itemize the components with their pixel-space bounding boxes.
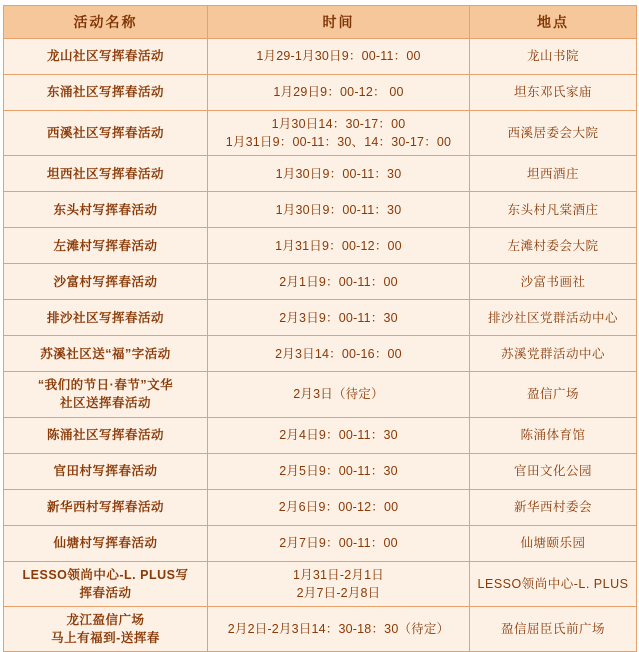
table-row [4, 561, 637, 606]
cell-activity-place-line: 盈信广场 [526, 387, 579, 402]
cell-activity-name-line: 排沙社区写挥春活动 [46, 310, 164, 325]
cell-activity-time [208, 606, 470, 651]
cell-activity-place [470, 111, 637, 156]
table-body [4, 39, 637, 652]
cell-activity-name-line: 苏溪社区送“福”字活动 [40, 346, 171, 361]
cell-activity-place [470, 75, 637, 111]
cell-activity-time [208, 489, 470, 525]
column-header-time: 时间 [208, 6, 470, 39]
cell-activity-time [208, 453, 470, 489]
cell-activity-place [470, 228, 637, 264]
cell-activity-place [470, 264, 637, 300]
table-row [4, 156, 637, 192]
cell-activity-time-line: 2月2日-2月3日14：30-18：30（待定） [227, 621, 450, 636]
table-row [4, 300, 637, 336]
cell-activity-time [208, 372, 470, 417]
cell-activity-place-line: 坦西酒庄 [526, 166, 579, 181]
cell-activity-place-line: 新华西村委会 [513, 499, 592, 514]
table-row [4, 111, 637, 156]
cell-activity-name [4, 156, 208, 192]
table-row [4, 417, 637, 453]
cell-activity-name [4, 489, 208, 525]
cell-activity-time [208, 156, 470, 192]
cell-activity-time-line: 1月31日9：00-11：30、14：30-17：00 [225, 135, 452, 150]
cell-activity-name-line: 仙塘村写挥春活动 [53, 535, 158, 550]
cell-activity-time-line: 2月3日14：00-16：00 [275, 346, 402, 361]
cell-activity-time-line: 1月29日9：00-12： 00 [273, 85, 404, 100]
cell-activity-place-line: 陈涌体育馆 [520, 427, 586, 442]
cell-activity-time-line: 1月30日9：00-11：30 [275, 166, 402, 181]
cell-activity-time [208, 192, 470, 228]
cell-activity-name-line: 东涌社区写挥春活动 [46, 85, 164, 100]
cell-activity-time-line: 1月31日9：00-12：00 [275, 238, 402, 253]
cell-activity-name-line: 龙江盈信广场 [66, 612, 145, 627]
cell-activity-name [4, 111, 208, 156]
table-row [4, 525, 637, 561]
table-header [4, 6, 637, 39]
cell-activity-time [208, 561, 470, 606]
cell-activity-name [4, 336, 208, 372]
table-row [4, 453, 637, 489]
cell-activity-name-line: 东头村写挥春活动 [53, 202, 158, 217]
cell-activity-name-line: 社区送挥春活动 [59, 396, 151, 411]
cell-activity-name-line: 陈涌社区写挥春活动 [46, 427, 164, 442]
cell-activity-place-line: 东头村凡棠酒庄 [507, 202, 599, 217]
cell-activity-time-line: 2月4日9：00-11：30 [279, 427, 398, 442]
table-row [4, 228, 637, 264]
cell-activity-name [4, 525, 208, 561]
cell-activity-name [4, 300, 208, 336]
cell-activity-time [208, 75, 470, 111]
cell-activity-time [208, 300, 470, 336]
cell-activity-name-line: 挥春活动 [79, 585, 132, 600]
table-row [4, 264, 637, 300]
cell-activity-time [208, 417, 470, 453]
cell-activity-place-line: 龙山书院 [526, 49, 579, 64]
cell-activity-name [4, 75, 208, 111]
cell-activity-name-line: 西溪社区写挥春活动 [46, 126, 164, 141]
cell-activity-name-line: 官田村写挥春活动 [53, 463, 158, 478]
column-header-place: 地点 [470, 6, 637, 39]
table-row [4, 336, 637, 372]
table-row [4, 606, 637, 651]
cell-activity-place-line: 排沙社区党群活动中心 [487, 310, 618, 325]
column-header-name: 活动名称 [4, 6, 208, 39]
cell-activity-place [470, 453, 637, 489]
cell-activity-time [208, 111, 470, 156]
cell-activity-name [4, 606, 208, 651]
cell-activity-time-line: 1月30日14：30-17：00 [271, 117, 406, 131]
cell-activity-place-line: 坦东邓氏家庙 [513, 85, 592, 100]
cell-activity-time-line: 2月7日-2月8日 [296, 585, 381, 600]
cell-activity-time-line: 2月3日（待定） [293, 387, 384, 402]
cell-activity-name [4, 561, 208, 606]
table-row [4, 192, 637, 228]
cell-activity-name [4, 39, 208, 75]
cell-activity-time-line: 2月1日9：00-11：00 [279, 274, 398, 289]
cell-activity-name [4, 192, 208, 228]
cell-activity-place-line: LESSO领尚中心-L. PLUS [477, 576, 629, 591]
cell-activity-place-line: 仙塘颐乐园 [520, 535, 586, 550]
cell-activity-time-line: 2月6日9：00-12：00 [278, 499, 399, 514]
table-row [4, 39, 637, 75]
cell-activity-place [470, 336, 637, 372]
table-row [4, 372, 637, 417]
cell-activity-place [470, 525, 637, 561]
cell-activity-name [4, 228, 208, 264]
table-row [4, 75, 637, 111]
cell-activity-place-line: 左滩村委会大院 [507, 238, 599, 253]
cell-activity-time-line: 1月31日-2月1日 [293, 567, 384, 582]
cell-activity-name-line: LESSO领尚中心-L. PLUS写 [22, 567, 189, 582]
cell-activity-time [208, 264, 470, 300]
cell-activity-place-line: 盈信屈臣氏前广场 [500, 621, 605, 636]
cell-activity-name-line: “我们的节日·春节”文华 [37, 378, 174, 393]
cell-activity-place [470, 300, 637, 336]
activity-schedule-sheet [0, 5, 639, 651]
cell-activity-place-line: 沙富书画社 [520, 274, 586, 289]
cell-activity-time [208, 39, 470, 75]
cell-activity-name [4, 372, 208, 417]
cell-activity-place [470, 192, 637, 228]
cell-activity-place [470, 561, 637, 606]
cell-activity-place [470, 606, 637, 651]
cell-activity-name-line: 新华西村写挥春活动 [46, 499, 164, 514]
cell-activity-place [470, 39, 637, 75]
cell-activity-name-line: 坦西社区写挥春活动 [46, 166, 164, 181]
cell-activity-name-line: 龙山社区写挥春活动 [46, 49, 164, 64]
cell-activity-name [4, 417, 208, 453]
cell-activity-name [4, 264, 208, 300]
cell-activity-time-line: 2月7日9：00-11：00 [279, 535, 398, 550]
table-row [4, 489, 637, 525]
cell-activity-time-line: 1月29-1月30日9：00-11：00 [256, 49, 421, 64]
cell-activity-time [208, 525, 470, 561]
cell-activity-place-line: 苏溪党群活动中心 [500, 346, 605, 361]
cell-activity-name [4, 453, 208, 489]
cell-activity-time-line: 1月30日9：00-11：30 [275, 202, 402, 217]
cell-activity-place-line: 西溪居委会大院 [507, 126, 599, 141]
cell-activity-time-line: 2月3日9：00-11：30 [279, 310, 398, 325]
cell-activity-place [470, 417, 637, 453]
cell-activity-place [470, 372, 637, 417]
cell-activity-name-line: 马上有福到-送挥春 [51, 630, 160, 645]
cell-activity-place-line: 官田文化公园 [513, 463, 592, 478]
cell-activity-time [208, 228, 470, 264]
cell-activity-place [470, 489, 637, 525]
cell-activity-place [470, 156, 637, 192]
cell-activity-name-line: 沙富村写挥春活动 [53, 274, 158, 289]
table-header-row [4, 6, 637, 39]
cell-activity-time [208, 336, 470, 372]
cell-activity-time-line: 2月5日9：00-11：30 [279, 463, 398, 478]
activity-schedule-table [3, 5, 637, 652]
cell-activity-name-line: 左滩村写挥春活动 [53, 238, 158, 253]
